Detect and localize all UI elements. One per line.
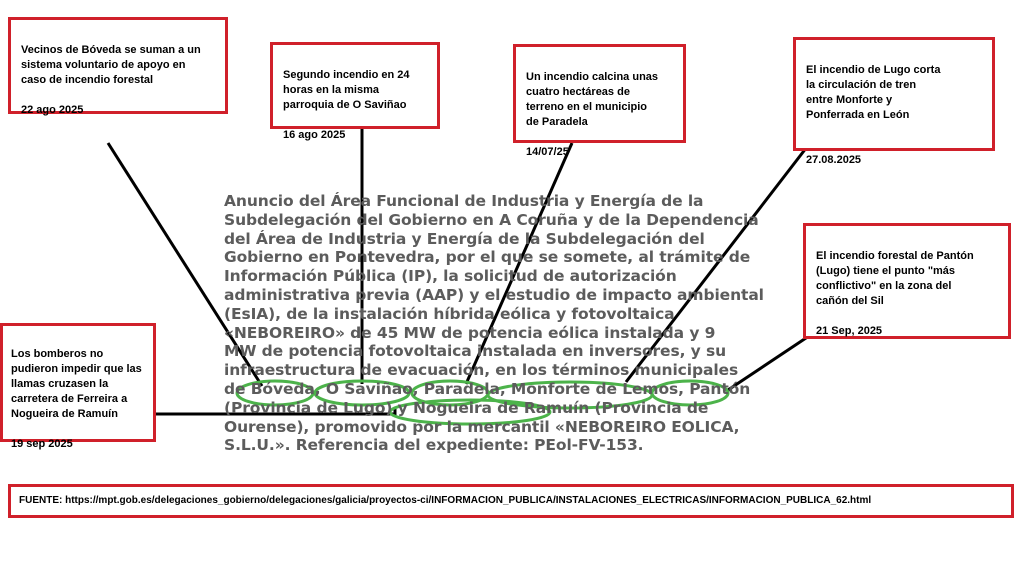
news-headline: El incendio forestal de Pantón (Lugo) tiene el punto "más conflictivo" en la zona del cañón del Sil (816, 250, 974, 307)
news-box-monforte (793, 37, 995, 166)
announcement-line: de Bóveda, O Saviñao, Paradela, Monforte de Lemos, Pantón (224, 379, 751, 398)
announcement-line: Subdelegación del Gobierno en A Coruña y de la Dependencia (224, 210, 759, 229)
announcement-line: Información Pública (IP), la solicitud de autorización (224, 267, 677, 286)
announcement-line: MW de potencia fotovoltaica instalada en inversores, y su (224, 342, 727, 361)
news-box-panton (803, 223, 1011, 339)
news-date: 14/07/25 (526, 146, 569, 158)
announcement-line: Ourense), promovido por la mercantil «NEBOREIRO EOLICA, (224, 417, 740, 436)
news-headline: Un incendio calcina unas cuatro hectáreas de terreno en el municipio de Paradela (526, 71, 659, 128)
announcement-line: S.L.U.». Referencia del expediente: PEol-FV-153. (224, 436, 644, 455)
announcement-line: infraestructura de evacuación, en los términos municipales (224, 361, 739, 380)
announcement-line: (EsIA), de la instalación híbrida eólica y fotovoltaica (224, 304, 675, 323)
announcement-text (224, 192, 764, 455)
news-date: 21 Sep, 2025 (816, 325, 883, 337)
announcement-line: Gobierno en Pontevedra, por el que se somete, al trámite de (224, 248, 751, 267)
announcement-line: administrativa previa (AAP) y el estudio de impacto ambiental (224, 285, 764, 304)
news-headline: Vecinos de Bóveda se suman a un sistema voluntario de apoyo en caso de incendio forestal (21, 44, 201, 86)
announcement-line: «NEBOREIRO» de 45 MW de potencia eólica instalada y 9 (224, 323, 716, 342)
news-box-boveda (8, 17, 228, 114)
news-date: 22 ago 2025 (21, 104, 84, 116)
source-link[interactable]: FUENTE: https://mpt.gob.es/delegaciones_gobierno/delegaciones/galicia/proyectos-ci/INFORMACION_PUBLICA/INSTALACIONES_ELECTRICAS/INFORMACION_PUBLICA_62.html (19, 495, 872, 506)
news-date: 16 ago 2025 (283, 129, 346, 141)
announcement-line: Anuncio del Área Funcional de Industria y Energía de la (224, 192, 704, 210)
news-box-nogueira (0, 323, 156, 450)
announcement-line: del Área de Industria y Energía de la Subdelegación del (224, 229, 705, 248)
news-date: 19 sep 2025 (11, 438, 73, 450)
news-date: 27.08.2025 (806, 154, 862, 166)
news-box-paradela (513, 44, 686, 158)
news-headline: Los bomberos no pudieron impedir que las llamas cruzasen la carretera de Ferreira a Nogueira de Ramuín (11, 348, 142, 420)
news-headline: Segundo incendio en 24 horas en la misma parroquia de O Saviñao (283, 69, 410, 111)
announcement-line: (Provincia de Lugo) y Nogueira de Ramuín (Provincia de (224, 398, 709, 417)
news-headline: El incendio de Lugo corta la circulación de tren entre Monforte y Ponferrada en León (806, 64, 941, 121)
source-box (8, 484, 1014, 518)
news-box-osavinao (270, 42, 440, 141)
